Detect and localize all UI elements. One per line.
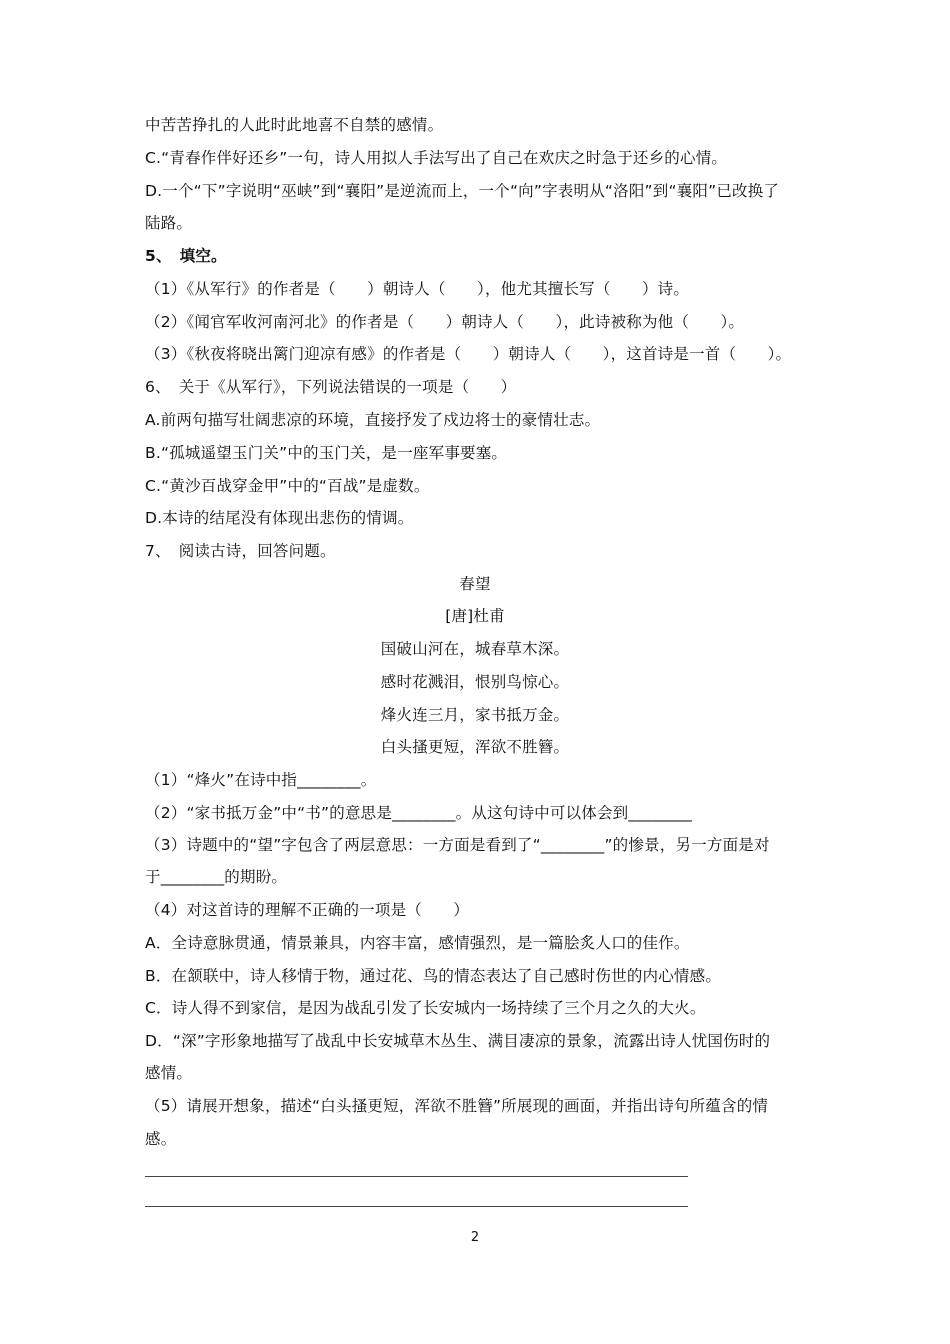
answer-line [145,1206,688,1207]
poem-line: 烽火连三月，家书抵万金。 [380,706,570,724]
option-b: B.“孤城遥望玉门关”中的玉门关，是一座军事要塞。 [145,444,508,462]
option-c: C.“青春作伴好还乡”一句，诗人用拟人手法写出了自己在欢庆之时急于还乡的心情。 [145,149,728,167]
text-line: 中苦苦挣扎的人此时此地喜不自禁的感情。 [145,116,444,134]
text-line: 陆路。 [145,214,193,232]
option-c: C.“黄沙百战穿金甲”中的“百战”是虚数。 [145,477,430,495]
sub-question-1: （1）“烽火”在诗中指________。 [145,771,377,789]
question-6-title: 6、 关于《从军行》，下列说法错误的一项是（ ） [145,378,517,396]
poem-line: 国破山河在，城春草木深。 [380,640,570,658]
text-line: 感情。 [145,1064,193,1082]
poem-line: 白头搔更短，浑欲不胜簪。 [380,738,570,756]
fill-blank-item: （2）《闻官军收河南河北》的作者是（ ）朝诗人（ ），此诗被称为他（ ）。 [145,313,745,331]
option-a: A．全诗意脉贯通，情景兼具，内容丰富，感情强烈，是一篇脍炙人口的佳作。 [145,934,690,952]
poem-title: 春望 [459,575,491,593]
option-d: D.本诗的结尾没有体现出悲伤的情调。 [145,509,414,527]
sub-question-2: （2）“家书抵万金”中“书”的意思是________。从这句诗中可以体会到________ [145,804,692,822]
question-7-title: 7、 阅读古诗，回答问题。 [145,542,336,560]
poem-author: [唐]杜甫 [445,607,505,625]
sub-question-3: （3）诗题中的“望”字包含了两层意思：一方面是看到了“________”的惨景，另一方面是对 [145,836,770,854]
sub-question-5: （5）请展开想象，描述“白头搔更短，浑欲不胜簪”所展现的画面，并指出诗句所蕴含的情 [145,1097,769,1115]
fill-blank-item: （3）《秋夜将晓出篱门迎凉有感》的作者是（ ）朝诗人（ ），这首诗是一首（ ）。 [145,345,792,363]
option-d: D.一个“下”字说明“巫峡”到“襄阳”是逆流而上，一个“向”字表明从“洛阳”到“襄阳”已改换了 [145,182,780,200]
sub-question-4: （4）对这首诗的理解不正确的一项是（ ） [145,901,470,919]
poem-line: 感时花溅泪，恨别鸟惊心。 [380,673,570,691]
option-a: A.前两句描写壮阔悲凉的环境，直接抒发了戍边将士的豪情壮志。 [145,411,601,429]
option-b: B．在颔联中，诗人移情于物，通过花、鸟的情态表达了自己感时伤世的内心情感。 [145,967,722,985]
text-line: 感。 [145,1130,177,1148]
option-d: D．“深”字形象地描写了战乱中长安城草木丛生、满目凄凉的景象，流露出诗人忧国伤时的 [145,1032,771,1050]
option-c: C．诗人得不到家信，是因为战乱引发了长安城内一场持续了三个月之久的大火。 [145,999,706,1017]
page-number: 2 [470,1230,480,1245]
text-line: 于________的期盼。 [145,868,288,886]
question-5-title: 5、 填空。 [145,247,227,265]
answer-line [145,1176,688,1177]
fill-blank-item: （1）《从军行》的作者是（ ）朝诗人（ ），他尤其擅长写（ ）诗。 [145,280,690,298]
